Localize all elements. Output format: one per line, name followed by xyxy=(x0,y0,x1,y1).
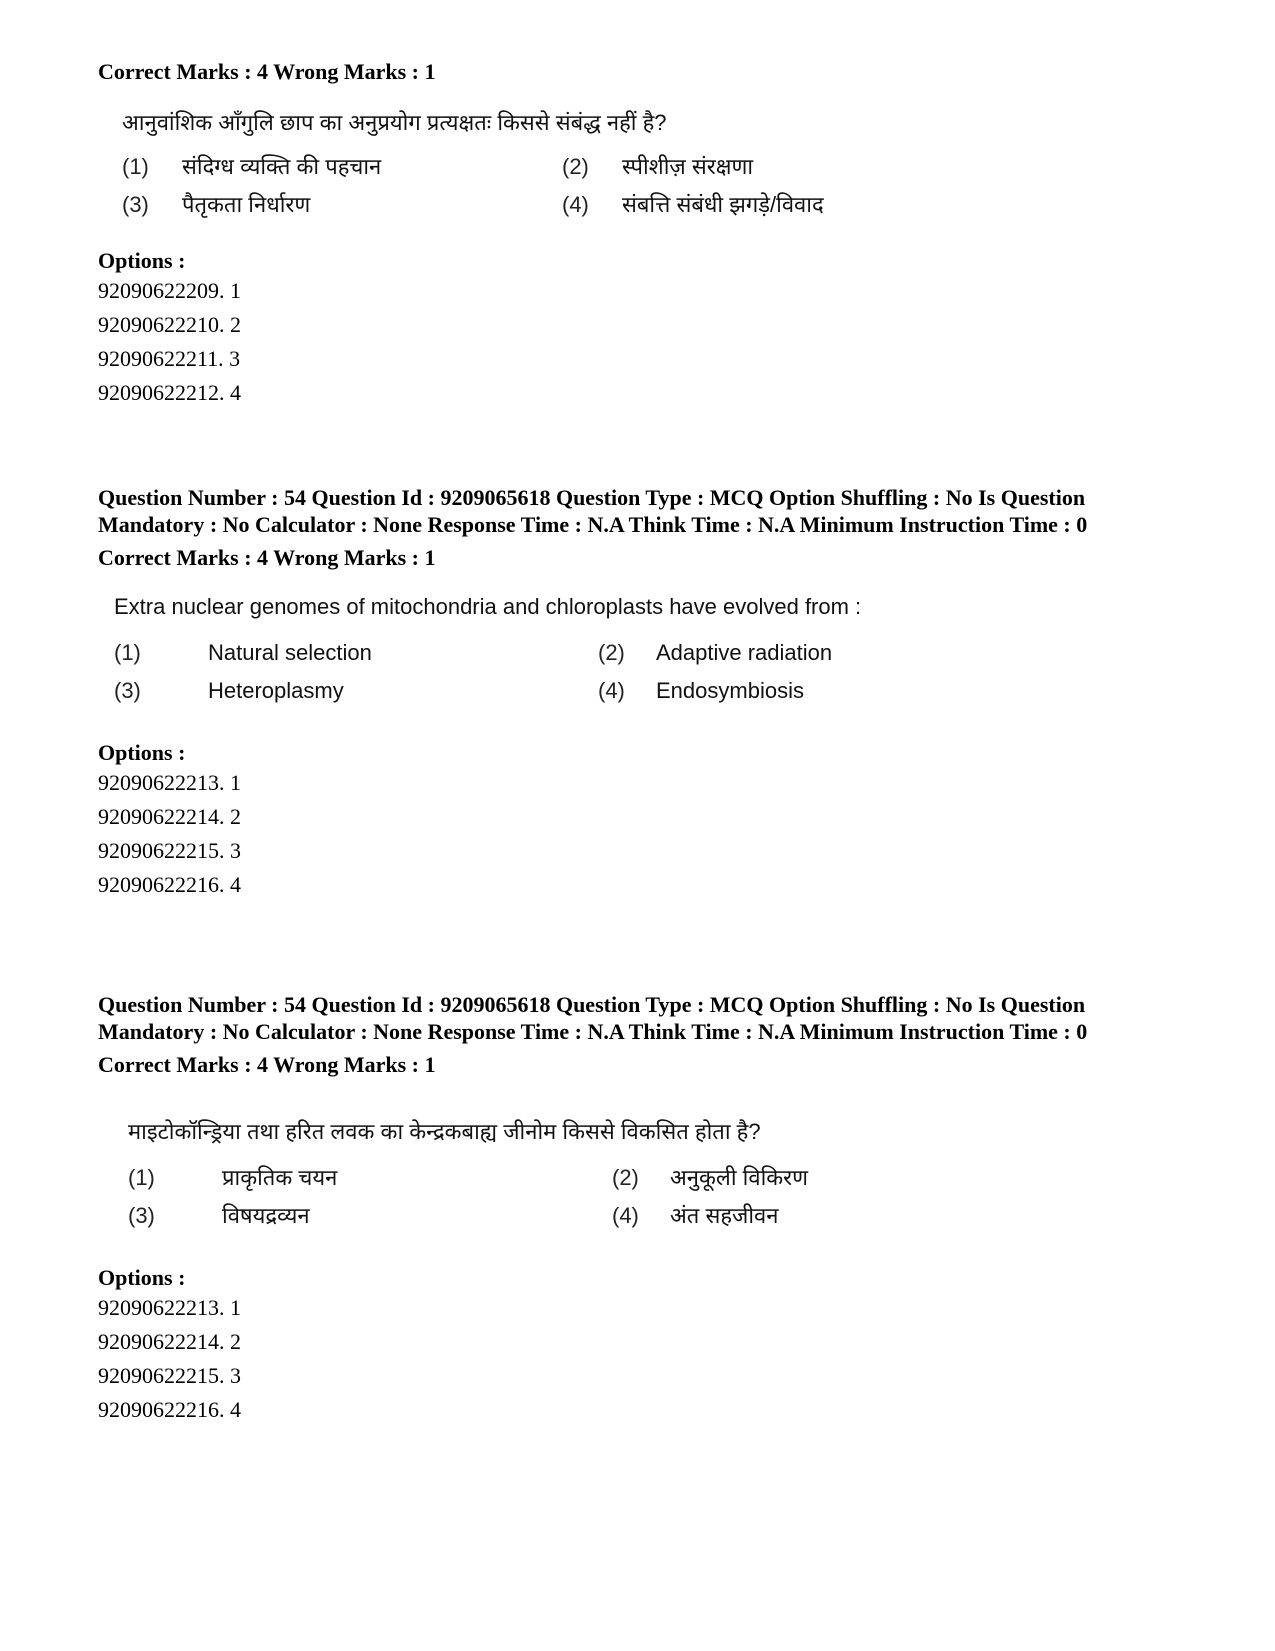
choice-text: संबत्ति संबंधी झगड़े/विवाद xyxy=(622,192,824,217)
question-text: Extra nuclear genomes of mitochondria and chloroplasts have evolved from : xyxy=(114,594,862,619)
option-item: 92090622216. 4 xyxy=(98,1397,241,1422)
choice-number: (1) xyxy=(114,640,141,665)
marks-line: Correct Marks : 4 Wrong Marks : 1 xyxy=(98,59,436,84)
option-item: 92090622213. 1 xyxy=(98,1295,241,1320)
question-block-2 xyxy=(98,484,1118,902)
choice-number: (2) xyxy=(562,154,589,179)
question-image xyxy=(122,109,1118,219)
choice-number: (1) xyxy=(122,154,149,179)
choice-number: (4) xyxy=(598,678,625,703)
option-item: 92090622215. 3 xyxy=(98,838,241,863)
question-block-3 xyxy=(98,991,1118,1427)
options-heading: Options : xyxy=(98,740,186,765)
option-item: 92090622214. 2 xyxy=(98,1329,241,1354)
choice-number: (2) xyxy=(598,640,625,665)
choice-text: पैतृकता निर्धारण xyxy=(182,192,311,217)
option-item: 92090622213. 1 xyxy=(98,770,241,795)
choice-number: (4) xyxy=(612,1203,639,1228)
option-item: 92090622214. 2 xyxy=(98,804,241,829)
choice-grid xyxy=(114,639,1118,705)
choice-number: (1) xyxy=(128,1165,155,1190)
option-item: 92090622215. 3 xyxy=(98,1363,241,1388)
question-image xyxy=(128,1118,1118,1230)
marks-line: Correct Marks : 4 Wrong Marks : 1 xyxy=(98,545,436,570)
options-list xyxy=(98,766,1118,902)
option-item: 92090622216. 4 xyxy=(98,872,241,897)
choice-number: (3) xyxy=(122,192,149,217)
options-list xyxy=(98,1291,1118,1427)
question-meta: Question Number : 54 Question Id : 9209065618 Question Type : MCQ Option Shuffling : No Is Question Mandatory : No Calculator : None Response Time : N.A Think Time : N.A Minimum Instruction Time : 0 xyxy=(98,485,1088,537)
option-item: 92090622212. 4 xyxy=(98,380,241,405)
option-item: 92090622210. 2 xyxy=(98,312,241,337)
question-block-1 xyxy=(98,58,1118,410)
choice-text: स्पीशीज़ संरक्षणा xyxy=(622,154,754,179)
choice-grid xyxy=(128,1164,1118,1230)
options-heading: Options : xyxy=(98,1265,186,1290)
choice-text: विषयद्रव्यन xyxy=(222,1203,310,1228)
question-meta: Question Number : 54 Question Id : 9209065618 Question Type : MCQ Option Shuffling : No Is Question Mandatory : No Calculator : None Response Time : N.A Think Time : N.A Minimum Instruction Time : 0 xyxy=(98,992,1088,1044)
question-text: माइटोकॉन्ड्रिया तथा हरित लवक का केन्द्रकबाह्य जीनोम किससे विकसित होता है? xyxy=(128,1119,761,1144)
choice-text: अनुकूली विकिरण xyxy=(670,1165,809,1190)
question-image xyxy=(114,593,1118,705)
choice-text: Adaptive radiation xyxy=(656,640,833,665)
marks-line: Correct Marks : 4 Wrong Marks : 1 xyxy=(98,1052,436,1077)
choice-grid xyxy=(122,153,1118,219)
choice-number: (3) xyxy=(114,678,141,703)
options-heading: Options : xyxy=(98,248,186,273)
options-list xyxy=(98,274,1118,410)
option-item: 92090622211. 3 xyxy=(98,346,241,371)
choice-number: (2) xyxy=(612,1165,639,1190)
question-text: आनुवांशिक आँगुलि छाप का अनुप्रयोग प्रत्यक्षतः किससे संबंद्ध नहीं है? xyxy=(122,110,667,135)
option-item: 92090622209. 1 xyxy=(98,278,241,303)
choice-text: Heteroplasmy xyxy=(208,678,344,703)
choice-number: (4) xyxy=(562,192,589,217)
choice-text: Natural selection xyxy=(208,640,372,665)
choice-number: (3) xyxy=(128,1203,155,1228)
choice-text: अंत सहजीवन xyxy=(670,1203,779,1228)
choice-text: Endosymbiosis xyxy=(656,678,804,703)
choice-text: संदिग्ध व्यक्ति की पहचान xyxy=(182,154,382,179)
choice-text: प्राकृतिक चयन xyxy=(222,1165,338,1190)
